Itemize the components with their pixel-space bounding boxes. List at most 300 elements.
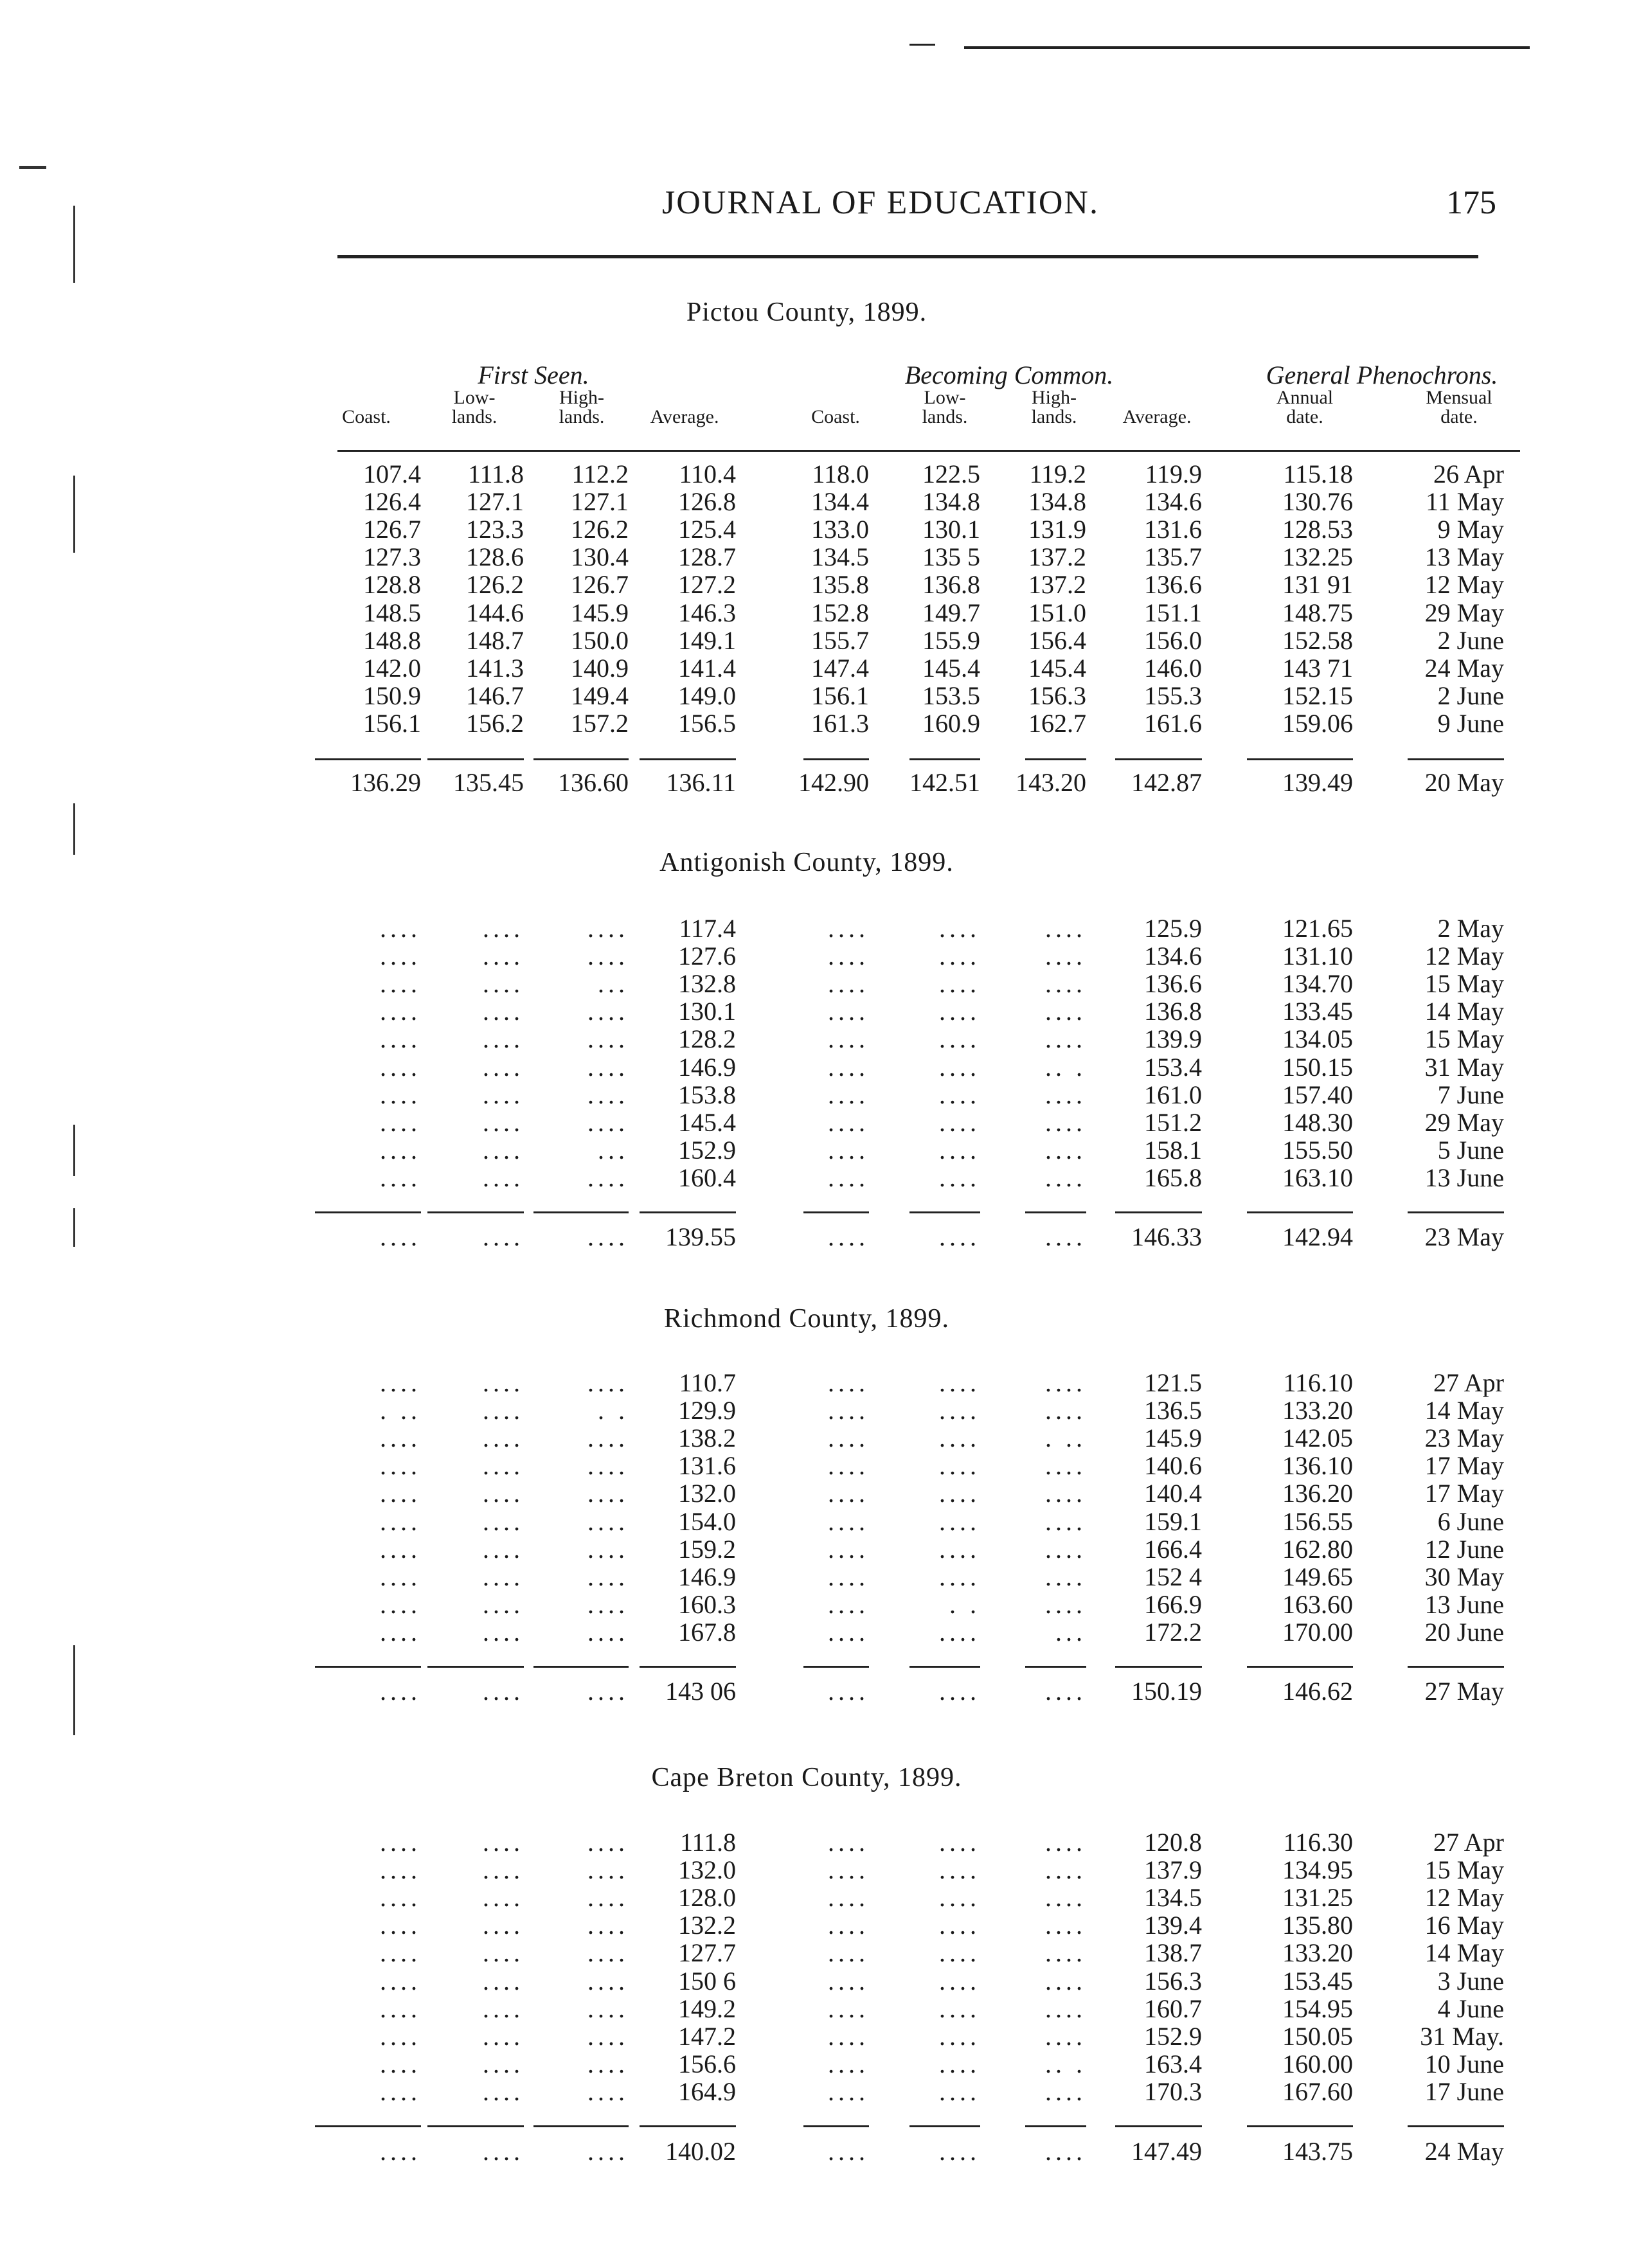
table-row-cell-1: 146.7 — [466, 681, 524, 710]
column-sum-rule — [1247, 758, 1353, 760]
table-row-cell-5: .... — [939, 1883, 980, 1913]
table-row-cell-5: .... — [939, 1534, 980, 1564]
table-row-cell-0: 142.0 — [363, 653, 421, 683]
table-row-cell-6: ... — [1055, 1617, 1086, 1647]
table-row-cell-7: 152 4 — [1144, 1562, 1202, 1591]
column-sum-rule — [533, 758, 629, 760]
table-row-cell-0: .... — [380, 942, 421, 971]
table-row-cell-0: 148.8 — [363, 625, 421, 655]
table-row-cell-9: 2 May — [1437, 914, 1504, 943]
table-row-cell-1: .... — [483, 1052, 524, 1082]
table-row-cell-5: .... — [939, 1506, 980, 1536]
total-row-cell-0: .... — [380, 2137, 421, 2166]
table-row-cell-4: .... — [828, 1883, 869, 1913]
table-row-cell-4: .... — [828, 1966, 869, 1996]
table-row-cell-7: 163.4 — [1144, 2049, 1202, 2078]
table-row-cell-5: .... — [939, 942, 980, 971]
table-row-cell-8: 150.15 — [1282, 1052, 1353, 1082]
table-row-cell-4: .... — [828, 914, 869, 943]
table-row-cell-1: .... — [483, 1911, 524, 1940]
table-row-cell-9: 27 Apr — [1433, 1828, 1504, 1857]
col-bc-average-line: Average. — [1122, 406, 1192, 427]
total-row-cell-0: .... — [380, 1677, 421, 1706]
table-row-cell-2: 126.2 — [571, 515, 629, 544]
total-row-cell-3: 140.02 — [665, 2137, 736, 2166]
table-row-cell-2: 127.1 — [571, 487, 629, 517]
table-row-cell-9: 12 May — [1424, 942, 1504, 971]
table-row-cell-0: .... — [380, 1534, 421, 1564]
column-sum-rule — [803, 2125, 869, 2127]
column-sum-rule — [533, 1211, 629, 1213]
table-row-cell-4: .... — [828, 1994, 869, 2023]
table-row-cell-4: 135.8 — [811, 570, 869, 600]
table-row-cell-0: .... — [380, 2076, 421, 2106]
column-sum-rule — [427, 1211, 524, 1213]
table-row-cell-5: .... — [939, 1424, 980, 1453]
margin-mark — [19, 166, 46, 169]
table-row-cell-2: 157.2 — [571, 708, 629, 738]
column-sum-rule — [1115, 1666, 1202, 1668]
table-row-cell-8: 167.60 — [1282, 2076, 1353, 2106]
table-row-cell-2: . . — [598, 1396, 629, 1425]
col-bc-lowlands-line: Low- — [924, 387, 966, 408]
table-row-cell-8: 170.00 — [1282, 1617, 1353, 1647]
total-row-cell-8: 142.94 — [1282, 1222, 1353, 1251]
table-row-cell-7: 139.4 — [1144, 1911, 1202, 1940]
column-sum-rule — [640, 1666, 736, 1668]
column-sum-rule — [1408, 2125, 1504, 2127]
column-sum-rule — [1408, 1211, 1504, 1213]
table-row-cell-3: 164.9 — [678, 2076, 736, 2106]
table-row — [0, 488, 1639, 515]
table-row — [0, 1563, 1639, 1591]
table-row-cell-5: 153.5 — [922, 681, 980, 710]
table-row — [0, 1856, 1639, 1884]
column-header-rule — [337, 450, 1520, 452]
table-row-cell-1: .... — [483, 1163, 524, 1192]
col-mensual-date-line: Mensual — [1426, 387, 1492, 408]
table-row-cell-0: .... — [380, 997, 421, 1026]
table-row-cell-9: 12 June — [1424, 1534, 1504, 1564]
table-row-cell-1: .... — [483, 997, 524, 1026]
col-fs-lowlands-line: Low- — [453, 387, 496, 408]
table-row-cell-3: 110.7 — [679, 1368, 736, 1397]
table-row-cell-5: .... — [939, 1855, 980, 1885]
total-row-cell-7: 150.19 — [1131, 1677, 1202, 1706]
table-row-cell-8: 157.40 — [1282, 1080, 1353, 1109]
table-row-cell-2: .... — [587, 1163, 629, 1192]
column-sum-rule — [909, 1211, 980, 1213]
total-row-cell-9: 23 May — [1424, 1222, 1504, 1251]
table-row — [0, 1025, 1639, 1053]
column-sum-rule — [427, 758, 524, 760]
table-row-cell-8: 121.65 — [1282, 914, 1353, 943]
table-row-cell-9: 23 May — [1424, 1424, 1504, 1453]
table-row-cell-0: .... — [380, 1589, 421, 1619]
col-fs-highlands — [524, 388, 640, 427]
table-row-cell-8: 163.10 — [1282, 1163, 1353, 1192]
total-row-cell-3: 136.11 — [666, 768, 736, 797]
table-row-cell-1: .... — [483, 2076, 524, 2106]
group-general-phenochrons: General Phenochrons. — [1266, 361, 1498, 389]
table-row-cell-8: 116.30 — [1283, 1828, 1353, 1857]
table-row-cell-8: 153.45 — [1282, 1966, 1353, 1996]
table-row-cell-2: 130.4 — [571, 542, 629, 572]
total-row-cell-6: .... — [1045, 1222, 1086, 1251]
column-sum-rule — [427, 2125, 524, 2127]
table-row-cell-6: .... — [1045, 1163, 1086, 1192]
table-row — [0, 942, 1639, 970]
table-row — [0, 997, 1639, 1025]
total-row-cell-5: .... — [939, 2137, 980, 2166]
col-bc-highlands-line: High- — [1032, 387, 1077, 408]
section-title: Antigonish County, 1899. — [659, 848, 954, 877]
table-row-cell-1: .... — [483, 2049, 524, 2078]
column-sum-rule — [1115, 1211, 1202, 1213]
table-row-cell-4: .... — [828, 1396, 869, 1425]
table-row-cell-8: 130.76 — [1282, 487, 1353, 517]
table-row-cell-4: .... — [828, 1479, 869, 1508]
col-fs-lowlands — [416, 388, 532, 427]
table-row-cell-5: 136.8 — [922, 570, 980, 600]
top-rule — [964, 46, 1530, 49]
table-row-cell-0: 126.7 — [363, 515, 421, 544]
column-sum-rule — [803, 1211, 869, 1213]
table-row-cell-0: .... — [380, 1938, 421, 1968]
table-row-cell-8: 148.30 — [1282, 1107, 1353, 1137]
table-row-cell-4: .... — [828, 1534, 869, 1564]
table-row-cell-5: .... — [939, 969, 980, 999]
table-row — [0, 1618, 1639, 1646]
table-row-cell-3: 128.0 — [678, 1883, 736, 1913]
table-row-cell-0: .... — [380, 969, 421, 999]
table-row-cell-5: .... — [939, 1938, 980, 1968]
total-row-cell-0: .... — [380, 1222, 421, 1251]
column-sum-rule — [1247, 1666, 1353, 1668]
table-row-cell-2: .... — [587, 1368, 629, 1397]
table-row-cell-8: 133.20 — [1282, 1396, 1353, 1425]
table-row-cell-7: 134.6 — [1144, 942, 1202, 971]
table-row-cell-6: 119.2 — [1029, 460, 1086, 488]
table-row-cell-4: 118.0 — [812, 460, 869, 488]
table-row-cell-6: .... — [1045, 2076, 1086, 2106]
column-sum-rule — [803, 1666, 869, 1668]
table-row-cell-7: 156.0 — [1144, 625, 1202, 655]
table-row-cell-6: 156.3 — [1028, 681, 1086, 710]
table-row — [0, 1479, 1639, 1507]
table-row-cell-5: .... — [939, 1107, 980, 1137]
table-row-cell-8: 131 91 — [1282, 570, 1353, 600]
table-row — [0, 654, 1639, 682]
table-row-cell-6: .... — [1045, 1368, 1086, 1397]
table-row-cell-9: 29 May — [1424, 598, 1504, 627]
total-row-cell-7: 147.49 — [1131, 2137, 1202, 2166]
table-row — [0, 915, 1639, 942]
table-row-cell-4: .... — [828, 1938, 869, 1968]
table-row-cell-3: 160.3 — [678, 1589, 736, 1619]
table-row-cell-4: .... — [828, 1506, 869, 1536]
table-row-cell-4: .... — [828, 1589, 869, 1619]
table-row-cell-9: 30 May — [1424, 1562, 1504, 1591]
table-row-cell-7: 137.9 — [1144, 1855, 1202, 1885]
table-row-cell-4: .... — [828, 1024, 869, 1054]
table-row-cell-7: 152.9 — [1144, 2021, 1202, 2051]
table-row-cell-5: .... — [939, 1052, 980, 1082]
table-row-cell-9: 20 June — [1424, 1617, 1504, 1647]
table-row-cell-3: 132.0 — [678, 1479, 736, 1508]
table-row-cell-3: 128.2 — [678, 1024, 736, 1054]
total-row-cell-3: 143 06 — [665, 1677, 736, 1706]
group-becoming-common: Becoming Common. — [904, 361, 1114, 389]
table-row-cell-4: 134.5 — [811, 542, 869, 572]
table-row-cell-1: .... — [483, 1534, 524, 1564]
table-row-cell-5: .... — [939, 997, 980, 1026]
table-row-cell-4: .... — [828, 1617, 869, 1647]
col-fs-average — [627, 407, 742, 427]
table-row-cell-9: 6 June — [1437, 1506, 1504, 1536]
table-row-cell-8: 115.18 — [1283, 460, 1353, 488]
table-row-cell-8: 143 71 — [1282, 653, 1353, 683]
section-title: Pictou County, 1899. — [686, 298, 927, 327]
table-row-cell-5: .... — [939, 2021, 980, 2051]
table-row-cell-0: .... — [380, 1024, 421, 1054]
table-row-cell-6: .... — [1045, 1828, 1086, 1857]
table-row-cell-5: .... — [939, 1828, 980, 1857]
scan-mark — [909, 44, 935, 46]
table-row-cell-1: 156.2 — [466, 708, 524, 738]
col-fs-average-line: Average. — [650, 406, 719, 427]
table-row-cell-0: 150.9 — [363, 681, 421, 710]
column-sum-rule — [1115, 2125, 1202, 2127]
table-row-cell-8: 134.95 — [1282, 1855, 1353, 1885]
table-row-cell-1: 141.3 — [466, 653, 524, 683]
table-row-cell-7: 121.5 — [1144, 1368, 1202, 1397]
table-row-cell-9: 9 June — [1437, 708, 1504, 738]
table-row-cell-9: 12 May — [1424, 1883, 1504, 1913]
col-bc-coast-line: Coast. — [811, 406, 860, 427]
column-sum-rule — [1025, 2125, 1086, 2127]
table-row-cell-4: 134.4 — [811, 487, 869, 517]
table-row-cell-4: .... — [828, 969, 869, 999]
table-row-cell-0: 128.8 — [363, 570, 421, 600]
table-row-cell-3: 130.1 — [678, 997, 736, 1026]
column-sum-rule — [533, 2125, 629, 2127]
table-row-cell-7: 170.3 — [1144, 2076, 1202, 2106]
column-sum-rule — [1115, 758, 1202, 760]
table-row-cell-1: .... — [483, 1562, 524, 1591]
section-title: Richmond County, 1899. — [664, 1304, 949, 1334]
table-row-cell-3: 110.4 — [679, 460, 736, 488]
table-row-cell-6: .... — [1045, 942, 1086, 971]
table-row-cell-7: 151.1 — [1144, 598, 1202, 627]
table-row-cell-5: 134.8 — [922, 487, 980, 517]
table-row-cell-2: 149.4 — [571, 681, 629, 710]
col-annual-date-line: Annual — [1276, 387, 1334, 408]
table-row-cell-3: 117.4 — [679, 914, 736, 943]
table-row-cell-6: .... — [1045, 1080, 1086, 1109]
col-bc-highlands — [996, 388, 1112, 427]
table-row — [0, 515, 1639, 543]
col-fs-highlands-line: High- — [559, 387, 604, 408]
margin-mark — [73, 206, 75, 283]
table-row-cell-4: .... — [828, 1424, 869, 1453]
table-row-cell-8: 134.05 — [1282, 1024, 1353, 1054]
table-row-cell-2: .... — [587, 1911, 629, 1940]
table-row-cell-1: .... — [483, 2021, 524, 2051]
table-row-cell-0: .... — [380, 1080, 421, 1109]
table-row-cell-7: 140.4 — [1144, 1479, 1202, 1508]
column-sum-rule — [909, 2125, 980, 2127]
table-row-cell-7: 172.2 — [1144, 1617, 1202, 1647]
table-row-cell-6: .... — [1045, 1135, 1086, 1165]
table-row-cell-9: 15 May — [1424, 1855, 1504, 1885]
col-mensual-date-line: date. — [1440, 406, 1478, 427]
table-row-cell-9: 14 May — [1424, 1938, 1504, 1968]
table-row-cell-0: . .. — [380, 1396, 421, 1425]
total-row-cell-5: .... — [939, 1222, 980, 1251]
table-row-cell-1: 123.3 — [466, 515, 524, 544]
table-row-cell-5: .... — [939, 1135, 980, 1165]
col-mensual-date — [1401, 388, 1517, 427]
table-row-cell-8: 162.80 — [1282, 1534, 1353, 1564]
table-row-cell-3: 127.6 — [678, 942, 736, 971]
table-row-cell-2: 145.9 — [571, 598, 629, 627]
table-row-cell-4: 133.0 — [811, 515, 869, 544]
table-row — [0, 543, 1639, 571]
table-row-cell-2: .... — [587, 1424, 629, 1453]
table-row-cell-4: .... — [828, 942, 869, 971]
col-bc-average — [1099, 407, 1215, 427]
column-sum-rule — [315, 2125, 421, 2127]
col-fs-highlands-line: lands. — [559, 406, 605, 427]
table-row-cell-2: .... — [587, 1589, 629, 1619]
table-row-cell-2: 112.2 — [571, 460, 629, 488]
table-row-cell-7: 155.3 — [1144, 681, 1202, 710]
col-bc-lowlands — [887, 388, 1003, 427]
table-row-cell-6: .. . — [1045, 2049, 1086, 2078]
table-row-cell-0: .... — [380, 1966, 421, 1996]
table-row-cell-9: 13 May — [1424, 542, 1504, 572]
table-row-cell-0: .... — [380, 1135, 421, 1165]
table-row-cell-2: ... — [598, 969, 629, 999]
table-row-cell-9: 7 June — [1437, 1080, 1504, 1109]
table-row-cell-5: .... — [939, 1080, 980, 1109]
total-row-cell-9: 24 May — [1424, 2137, 1504, 2166]
table-row-cell-6: 151.0 — [1028, 598, 1086, 627]
total-row-cell-5: 142.51 — [909, 768, 980, 797]
table-row-cell-7: 134.6 — [1144, 487, 1202, 517]
table-row-cell-1: .... — [483, 1617, 524, 1647]
table-row-cell-7: 156.3 — [1144, 1966, 1202, 1996]
table-row-cell-2: ... — [598, 1135, 629, 1165]
table-row-cell-9: 27 Apr — [1433, 1368, 1504, 1397]
table-row-cell-5: .... — [939, 1562, 980, 1591]
table-row-cell-7: 139.9 — [1144, 1024, 1202, 1054]
total-row-cell-1: .... — [483, 1222, 524, 1251]
total-row-cell-5: .... — [939, 1677, 980, 1706]
table-row-cell-1: .... — [483, 914, 524, 943]
table-row-cell-3: 156.5 — [678, 708, 736, 738]
table-row-cell-8: 148.75 — [1282, 598, 1353, 627]
table-row — [0, 460, 1639, 488]
table-row-cell-6: .... — [1045, 1883, 1086, 1913]
total-row-cell-4: .... — [828, 1222, 869, 1251]
table-row-cell-8: 133.20 — [1282, 1938, 1353, 1968]
table-row-cell-2: .... — [587, 1883, 629, 1913]
table-row-cell-3: 132.0 — [678, 1855, 736, 1885]
table-row-cell-8: 131.10 — [1282, 942, 1353, 971]
table-row-cell-6: 137.2 — [1028, 570, 1086, 600]
table-row-cell-3: 147.2 — [678, 2021, 736, 2051]
total-row — [0, 2138, 1639, 2165]
table-row-cell-8: 128.53 — [1282, 515, 1353, 544]
table-row-cell-0: 148.5 — [363, 598, 421, 627]
table-row-cell-6: .... — [1045, 1451, 1086, 1481]
table-row-cell-0: .... — [380, 1994, 421, 2023]
table-row-cell-3: 138.2 — [678, 1424, 736, 1453]
table-row — [0, 1995, 1639, 2022]
table-row — [0, 1828, 1639, 1856]
column-sum-rule — [1247, 1211, 1353, 1213]
table-row-cell-2: 126.7 — [571, 570, 629, 600]
table-row — [0, 1109, 1639, 1136]
table-row-cell-9: 31 May — [1424, 1052, 1504, 1082]
table-row-cell-9: 3 June — [1437, 1966, 1504, 1996]
table-row-cell-0: 156.1 — [363, 708, 421, 738]
table-row-cell-6: . .. — [1045, 1424, 1086, 1453]
table-row — [0, 2022, 1639, 2050]
table-row-cell-0: .... — [380, 1883, 421, 1913]
table-row-cell-3: 156.6 — [678, 2049, 736, 2078]
table-row — [0, 1591, 1639, 1618]
table-row-cell-0: .... — [380, 1617, 421, 1647]
table-row-cell-6: 162.7 — [1028, 708, 1086, 738]
table-row-cell-4: .... — [828, 2021, 869, 2051]
total-row-cell-6: 143.20 — [1016, 768, 1086, 797]
table-row-cell-6: .... — [1045, 1938, 1086, 1968]
table-row-cell-1: .... — [483, 1396, 524, 1425]
table-row-cell-1: 144.6 — [466, 598, 524, 627]
table-row-cell-3: 132.2 — [678, 1911, 736, 1940]
table-row-cell-8: 156.55 — [1282, 1506, 1353, 1536]
header-rule — [337, 255, 1478, 258]
table-row-cell-8: 160.00 — [1282, 2049, 1353, 2078]
table-row-cell-6: 156.4 — [1028, 625, 1086, 655]
table-row-cell-9: 11 May — [1426, 487, 1504, 517]
table-row-cell-6: .... — [1045, 1396, 1086, 1425]
column-sum-rule — [1408, 758, 1504, 760]
table-row-cell-6: .... — [1045, 1506, 1086, 1536]
table-row-cell-6: .... — [1045, 1855, 1086, 1885]
table-row-cell-3: 146.9 — [678, 1562, 736, 1591]
table-row-cell-9: 4 June — [1437, 1994, 1504, 2023]
table-row-cell-5: 155.9 — [922, 625, 980, 655]
table-row-cell-4: 161.3 — [811, 708, 869, 738]
table-row-cell-7: 136.6 — [1144, 570, 1202, 600]
table-row-cell-6: .... — [1045, 1024, 1086, 1054]
table-row-cell-0: .... — [380, 1911, 421, 1940]
table-row-cell-1: .... — [483, 1024, 524, 1054]
table-row-cell-7: 136.8 — [1144, 997, 1202, 1026]
table-row-cell-1: .... — [483, 1883, 524, 1913]
column-sum-rule — [1408, 1666, 1504, 1668]
column-sum-rule — [803, 758, 869, 760]
table-row-cell-4: .... — [828, 1135, 869, 1165]
table-row-cell-3: 131.6 — [678, 1451, 736, 1481]
table-row — [0, 1452, 1639, 1479]
table-row-cell-3: 152.9 — [678, 1135, 736, 1165]
table-row-cell-4: .... — [828, 997, 869, 1026]
